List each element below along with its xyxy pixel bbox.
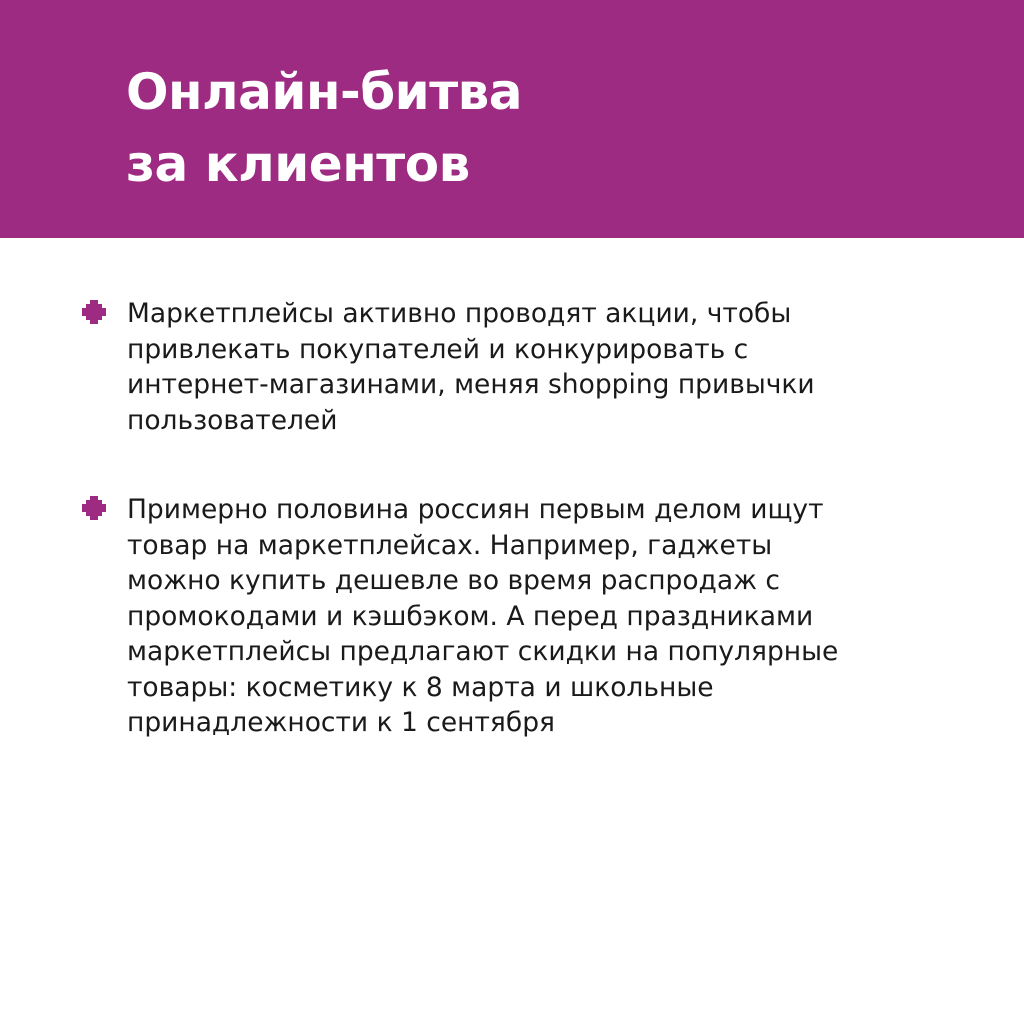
plus-cross-icon (80, 298, 108, 326)
page-title-line-1: Онлайн-битва (126, 63, 523, 121)
bullet-2-line-5: маркетплейсы предлагают скидки на популярные (127, 636, 839, 667)
bullet-2-line-4: промокодами и кэшбэком. А перед праздниками (127, 600, 814, 632)
bullet-2-line-6: товары: косметику к 8 марта и школьные (127, 671, 714, 703)
bullet-text-1 (127, 296, 987, 438)
bullet-1-line-1: Маркетплейсы активно проводят акции, чтобы (127, 298, 792, 329)
bullet-2-line-2: товар на маркетплейсах. Например, гаджеты (127, 529, 773, 561)
plus-cross-icon (80, 494, 108, 522)
bullet-text-2 (127, 492, 987, 741)
bullet-1-line-3: интернет-магазинами, меняя shopping привычки (127, 369, 815, 400)
header-banner (0, 0, 1024, 238)
bullet-1-line-2: привлекать покупателей и конкурировать с (127, 333, 749, 365)
bullet-1-line-4: пользователей (127, 404, 338, 436)
bullet-2-line-7: принадлежности к 1 сентября (127, 707, 555, 738)
bullet-2-line-1: Примерно половина россиян первым делом ищут (127, 494, 824, 525)
bullet-2-line-3: можно купить дешевле во время распродаж с (127, 565, 780, 596)
page-title-line-2: за клиентов (126, 135, 470, 193)
page-title (126, 56, 522, 200)
